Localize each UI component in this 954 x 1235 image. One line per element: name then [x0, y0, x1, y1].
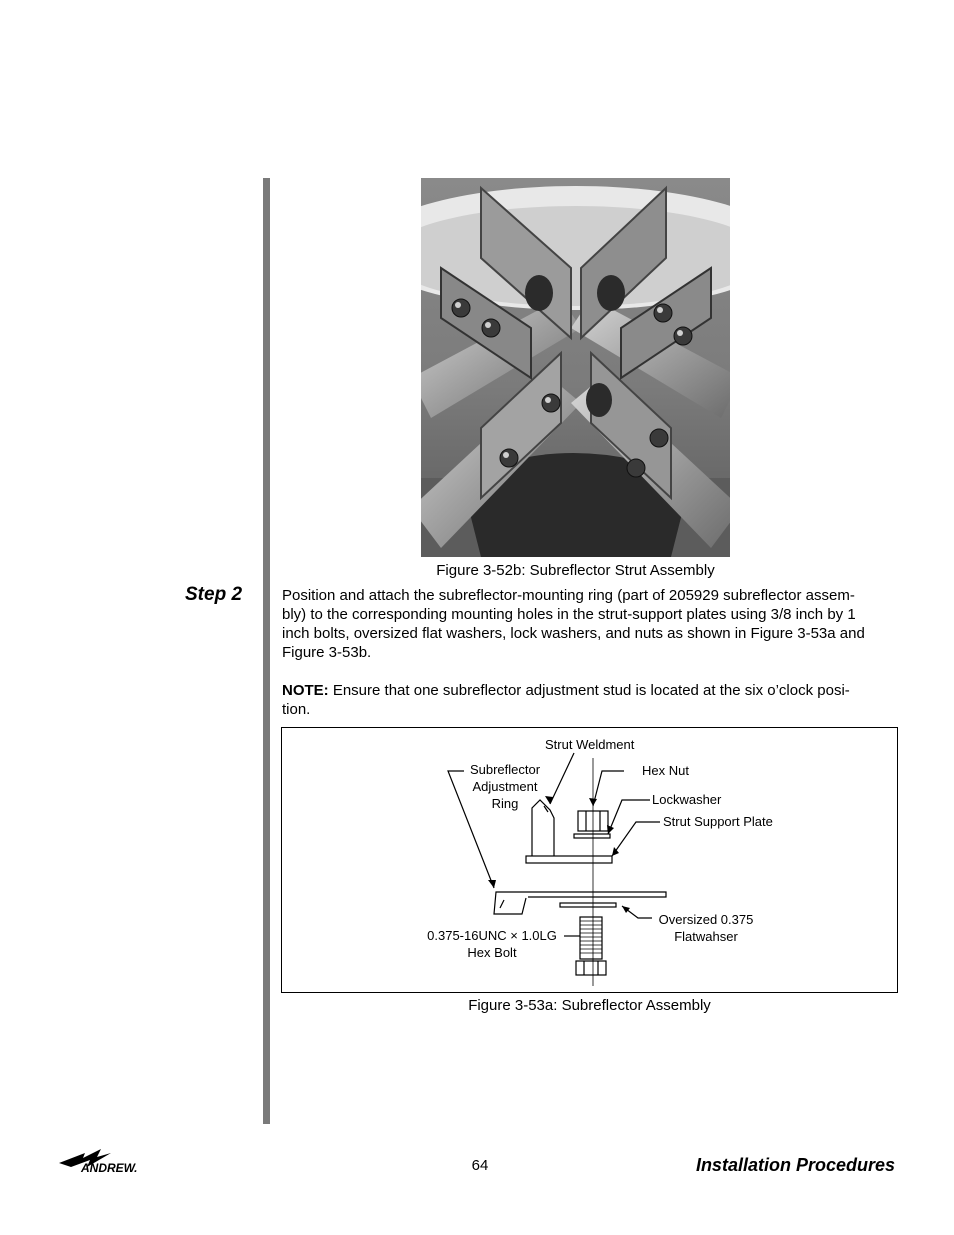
label-ring-line-2: Adjustment — [472, 779, 538, 794]
paragraph-line: Position and attach the subreflector-mounting ring (part of 205929 subreflector assem- — [282, 587, 855, 604]
note-line: Ensure that one subreflector adjustment stud is located at the six o’clock posi- — [328, 682, 850, 699]
label-strut-support-plate: Strut Support Plate — [663, 814, 773, 829]
page-number: 64 — [471, 1157, 489, 1174]
label-ring-line-3: Ring — [491, 796, 519, 811]
paragraph-line: inch bolts, oversized flat washers, lock washers, and nuts as shown in Figure 3-53a and — [282, 625, 865, 642]
strut-assembly-photo — [421, 178, 730, 557]
label-ring-line-1: Subreflector — [469, 762, 541, 777]
label-lockwasher: Lockwasher — [652, 792, 722, 807]
note-label: NOTE: — [282, 682, 329, 699]
paragraph-line: bly) to the corresponding mounting holes in the strut-support plates using 3/8 inch by 1 — [282, 606, 856, 623]
andrew-logo — [57, 1145, 169, 1175]
figure-3-52b-caption: Figure 3-52b: Subreflector Strut Assembly — [436, 562, 715, 579]
label-strut-weldment: Strut Weldment — [545, 737, 635, 752]
label-hex-nut: Hex Nut — [642, 763, 689, 778]
figure-3-53a-caption: Figure 3-53a: Subreflector Assembly — [468, 997, 711, 1014]
label-bolt-line-2: Hex Bolt — [467, 945, 517, 960]
margin-bar — [263, 178, 270, 1124]
logo-wordmark: ANDREW. — [81, 1161, 138, 1175]
subreflector-assembly-diagram — [281, 727, 898, 993]
paragraph-line: Figure 3-53b. — [282, 644, 372, 661]
note-paragraph — [282, 681, 897, 719]
section-title: Installation Procedures — [695, 1155, 895, 1175]
step-2-body — [282, 586, 897, 719]
label-bolt-line-1: 0.375-16UNC × 1.0LG — [427, 928, 557, 943]
step-heading: Step 2 — [185, 584, 243, 605]
label-washer-line-1: Oversized 0.375 — [658, 912, 754, 927]
step-paragraph — [282, 586, 897, 662]
note-line: tion. — [282, 701, 311, 718]
label-washer-line-2: Flatwahser — [674, 929, 738, 944]
